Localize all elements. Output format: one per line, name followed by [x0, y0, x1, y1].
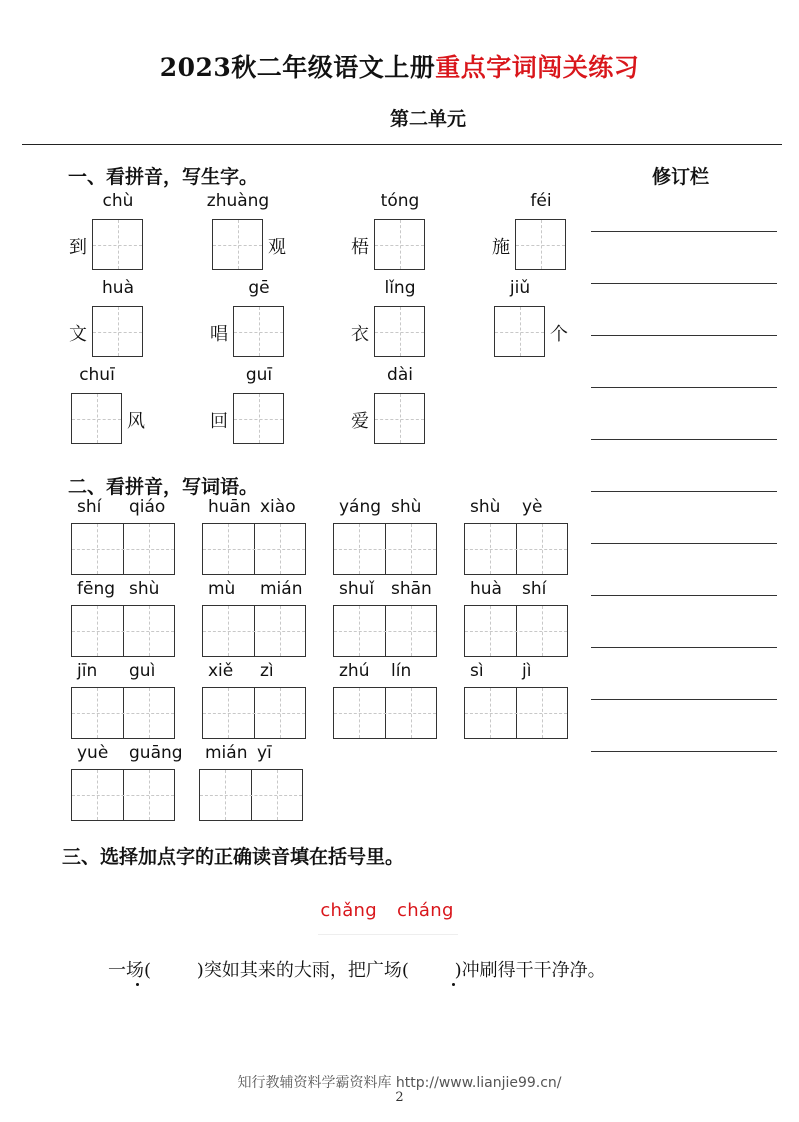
- word-writing-box[interactable]: [199, 769, 303, 821]
- word-writing-box[interactable]: [464, 605, 568, 657]
- pinyin-label: féi: [530, 191, 552, 211]
- word-pinyin: yuè: [77, 743, 109, 763]
- options-underline: [318, 934, 458, 935]
- exercise-sentence: 一场( )突如其来的大雨，把广场( )冲刷得干干净净。: [108, 960, 606, 981]
- pinyin-label: chù: [102, 191, 134, 211]
- word-pinyin: shān: [391, 579, 432, 599]
- writing-box[interactable]: [515, 219, 566, 270]
- context-character: 唱: [210, 324, 228, 345]
- word-pinyin: xiě: [208, 661, 234, 681]
- word-pinyin: shù: [129, 579, 160, 599]
- context-character: 爱: [351, 411, 369, 432]
- word-writing-box[interactable]: [333, 687, 437, 739]
- pinyin-label: tóng: [380, 191, 420, 211]
- word-writing-box[interactable]: [202, 687, 306, 739]
- revision-column-title: 修订栏: [652, 166, 710, 188]
- pinyin-label: dài: [387, 365, 413, 385]
- writing-box[interactable]: [374, 219, 425, 270]
- page-number: 2: [395, 1090, 404, 1105]
- revision-line: [591, 335, 777, 336]
- word-writing-box[interactable]: [71, 605, 175, 657]
- writing-box[interactable]: [92, 219, 143, 270]
- revision-line: [591, 491, 777, 492]
- word-pinyin: zì: [260, 661, 274, 681]
- writing-box[interactable]: [374, 393, 425, 444]
- word-pinyin: yī: [257, 743, 272, 763]
- context-character: 个: [550, 324, 568, 345]
- word-pinyin: zhú: [339, 661, 370, 681]
- revision-line: [591, 647, 777, 648]
- word-writing-box[interactable]: [71, 769, 175, 821]
- word-pinyin: sì: [470, 661, 484, 681]
- word-pinyin: mián: [205, 743, 248, 763]
- pinyin-label: zhuàng: [206, 191, 270, 211]
- revision-line: [591, 751, 777, 752]
- revision-line: [591, 439, 777, 440]
- word-pinyin: shí: [522, 579, 547, 599]
- revision-line: [591, 387, 777, 388]
- word-pinyin: shí: [77, 497, 102, 517]
- reading-options: [0, 900, 774, 921]
- word-writing-box[interactable]: [202, 523, 306, 575]
- word-pinyin: jì: [522, 661, 532, 681]
- option-reading: cháng: [397, 900, 454, 921]
- word-writing-box[interactable]: [71, 523, 175, 575]
- emphasis-dot: [136, 983, 139, 986]
- section2-heading: 二、看拼音，写词语。: [68, 476, 259, 498]
- word-pinyin: mián: [260, 579, 303, 599]
- word-pinyin: xiào: [260, 497, 296, 517]
- word-pinyin: qiáo: [129, 497, 166, 517]
- writing-box[interactable]: [212, 219, 263, 270]
- word-writing-box[interactable]: [464, 523, 568, 575]
- writing-box[interactable]: [233, 306, 284, 357]
- word-pinyin: jīn: [77, 661, 98, 681]
- unit-title: 第二单元: [389, 108, 466, 130]
- revision-line: [591, 699, 777, 700]
- title-highlight: 重点字词闯关练习: [435, 53, 640, 82]
- title-main: 2023秋二年级语文上册: [159, 53, 436, 82]
- writing-box[interactable]: [233, 393, 284, 444]
- pinyin-label: lǐng: [384, 278, 416, 298]
- revision-line: [591, 595, 777, 596]
- word-pinyin: huà: [470, 579, 502, 599]
- word-pinyin: lín: [391, 661, 412, 681]
- revision-line: [591, 283, 777, 284]
- pinyin-label: chuī: [79, 365, 115, 385]
- word-pinyin: yáng: [339, 497, 382, 517]
- word-pinyin: mù: [208, 579, 236, 599]
- context-character: 施: [492, 237, 510, 258]
- word-pinyin: shù: [391, 497, 422, 517]
- context-character: 文: [69, 324, 87, 345]
- revision-line: [591, 543, 777, 544]
- header-divider: [22, 144, 782, 145]
- pinyin-label: huà: [102, 278, 134, 298]
- context-character: 风: [127, 411, 145, 432]
- context-character: 回: [210, 411, 228, 432]
- writing-box[interactable]: [374, 306, 425, 357]
- section1-heading: 一、看拼音，写生字。: [68, 166, 259, 188]
- pinyin-label: guī: [245, 365, 273, 385]
- word-pinyin: guì: [129, 661, 156, 681]
- pinyin-label: jiǔ: [509, 278, 531, 298]
- word-pinyin: shuǐ: [339, 579, 375, 599]
- emphasis-dot: [452, 983, 455, 986]
- context-character: 衣: [351, 324, 369, 345]
- writing-box[interactable]: [92, 306, 143, 357]
- context-character: 观: [268, 237, 286, 258]
- word-pinyin: huān: [208, 497, 251, 517]
- word-pinyin: guāng: [129, 743, 183, 763]
- pinyin-label: gē: [248, 278, 270, 298]
- word-writing-box[interactable]: [464, 687, 568, 739]
- writing-box[interactable]: [71, 393, 122, 444]
- word-pinyin: yè: [522, 497, 543, 517]
- word-writing-box[interactable]: [333, 523, 437, 575]
- revision-line: [591, 231, 777, 232]
- section3-heading: 三、选择加点字的正确读音填在括号里。: [62, 846, 405, 868]
- option-reading: chǎng: [320, 900, 377, 921]
- document-title: [0, 48, 799, 84]
- word-writing-box[interactable]: [71, 687, 175, 739]
- footer-source: 知行教辅资料学霸资料库 http://www.lianjie99.cn/: [237, 1075, 562, 1091]
- context-character: 到: [69, 237, 87, 258]
- writing-box[interactable]: [494, 306, 545, 357]
- word-writing-box[interactable]: [333, 605, 437, 657]
- word-writing-box[interactable]: [202, 605, 306, 657]
- word-pinyin: fēng: [77, 579, 116, 599]
- word-pinyin: shù: [470, 497, 501, 517]
- context-character: 梧: [351, 237, 369, 258]
